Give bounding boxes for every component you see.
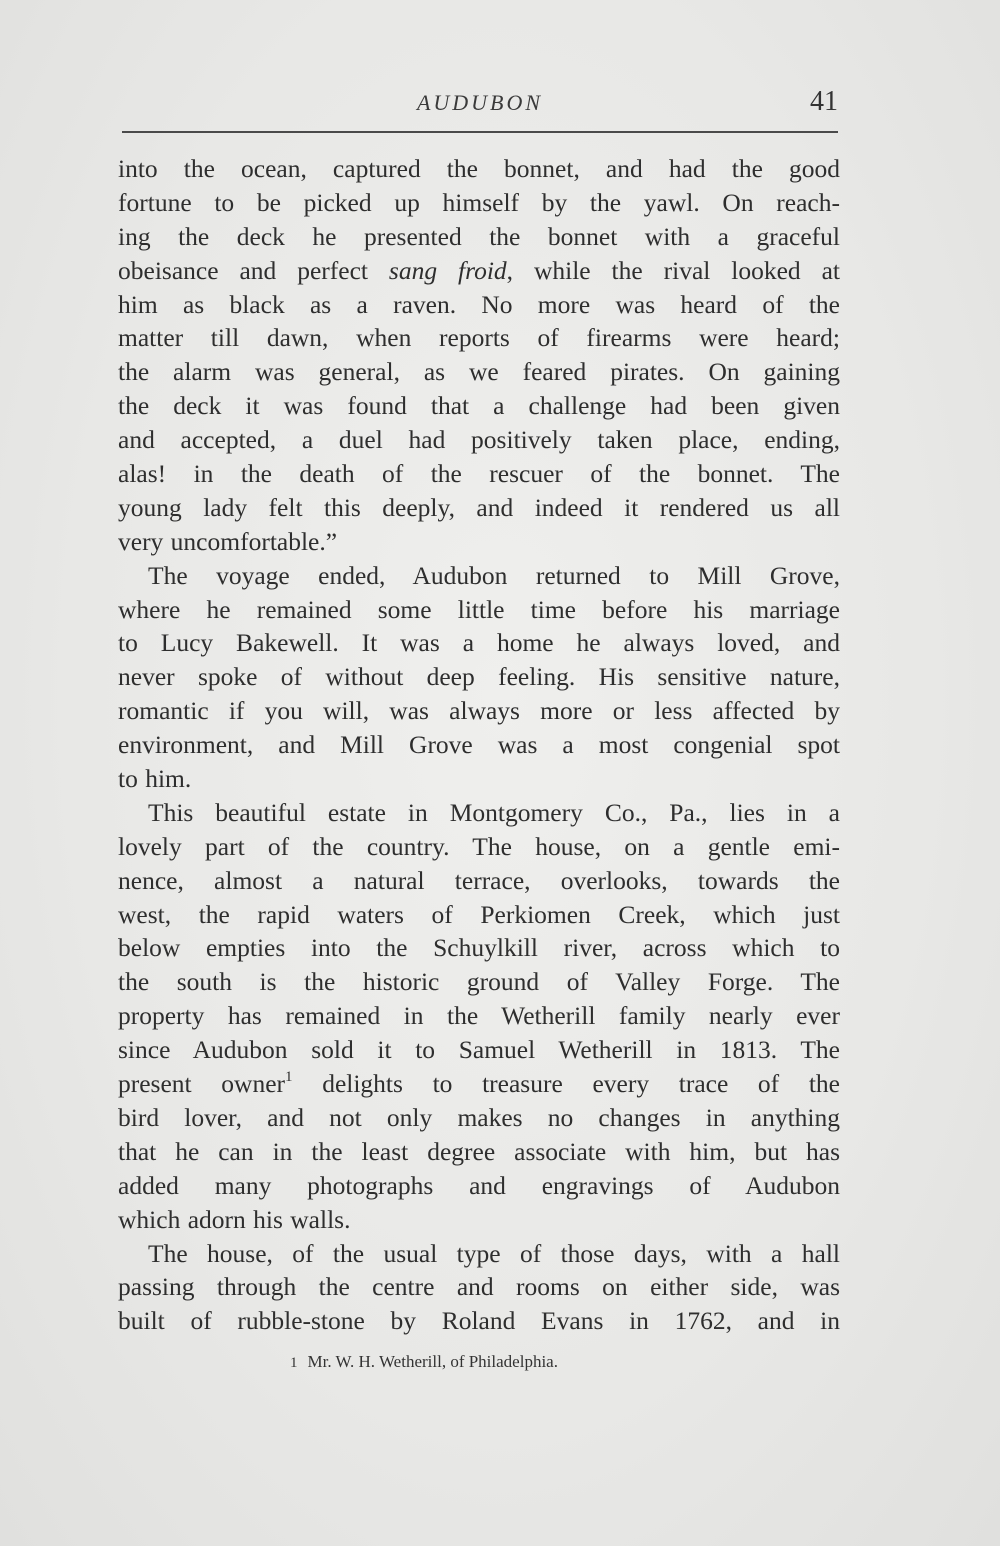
footnote — [290, 1352, 558, 1372]
text-line: built of rubble-stone by Roland Evans in 1762, and in — [118, 1306, 840, 1336]
text-line: romantic if you will, was always more or less affected by — [118, 696, 840, 726]
text-line: that he can in the least degree associate with him, but has — [118, 1136, 840, 1166]
text-line: where he remained some little time before his marriage — [118, 594, 840, 624]
footnote-mark: 1 — [290, 1355, 298, 1371]
text-line: west, the rapid waters of Perkiomen Creek, which just — [118, 899, 840, 929]
text-line: property has remained in the Wetherill family nearly ever — [118, 1001, 840, 1031]
page-number: 41 — [810, 86, 838, 117]
page-header — [122, 84, 838, 124]
text-line: ing the deck he presented the bonnet with a graceful — [118, 221, 840, 251]
text-line: below empties into the Schuylkill river, across which to — [118, 933, 840, 963]
running-head: AUDUBON — [416, 90, 544, 115]
text-line: the deck it was found that a challenge had been given — [118, 391, 840, 421]
text-line: bird lover, and not only makes no changes in anything — [118, 1102, 840, 1132]
text-line: environment, and Mill Grove was a most congenial spot — [118, 730, 840, 760]
text-line: the south is the historic ground of Valley Forge. The — [118, 967, 840, 997]
text-line — [118, 254, 840, 288]
text-line: never spoke of without deep feeling. His sensitive nature, — [118, 662, 840, 692]
text-run: , while the rival looked at — [506, 255, 840, 285]
text-line: The house, of the usual type of those days, with a hall — [148, 1238, 840, 1268]
text-line: very uncomfortable.” — [118, 526, 338, 556]
footnote-text: Mr. W. H. Wetherill, of Philadelphia. — [307, 1352, 558, 1371]
italic-phrase: sang froid — [388, 255, 507, 285]
text-line: and accepted, a duel had positively taken place, ending, — [118, 425, 840, 455]
text-line: since Audubon sold it to Samuel Wetherill in 1813. The — [118, 1035, 840, 1065]
text-run: present owner — [118, 1069, 286, 1099]
text-line: matter till dawn, when reports of firearms were heard; — [118, 323, 840, 353]
text-line: lovely part of the country. The house, on a gentle emi- — [118, 831, 840, 861]
footnote-reference: 1 — [285, 1069, 293, 1086]
text-line: into the ocean, captured the bonnet, and had the good — [118, 154, 840, 183]
text-line: young lady felt this deeply, and indeed it rendered us all — [118, 492, 840, 522]
text-line: nence, almost a natural terrace, overlooks, towards the — [118, 865, 840, 895]
text-line: passing through the centre and rooms on either side, was — [118, 1272, 840, 1302]
text-line: him as black as a raven. No more was heard of the — [118, 289, 840, 319]
text-line: alas! in the death of the rescuer of the bonnet. The — [118, 459, 840, 489]
text-line: the alarm was general, as we feared pirates. On gaining — [118, 357, 840, 387]
text-run: obeisance and perfect — [118, 255, 389, 285]
text-line: which adorn his walls. — [118, 1204, 351, 1234]
body-text — [118, 152, 840, 1338]
text-line: This beautiful estate in Montgomery Co., Pa., lies in a — [148, 797, 840, 827]
text-run: delights to treasure every trace of the — [292, 1069, 840, 1099]
text-line: added many photographs and engravings of Audubon — [118, 1170, 840, 1200]
text-line: to him. — [118, 764, 192, 794]
text-line: to Lucy Bakewell. It was a home he always loved, and — [118, 628, 840, 658]
text-line: fortune to be picked up himself by the yawl. On reach- — [118, 187, 840, 217]
text-line — [118, 1067, 840, 1101]
header-rule — [122, 131, 838, 133]
text-line: The voyage ended, Audubon returned to Mill Grove, — [148, 560, 840, 590]
